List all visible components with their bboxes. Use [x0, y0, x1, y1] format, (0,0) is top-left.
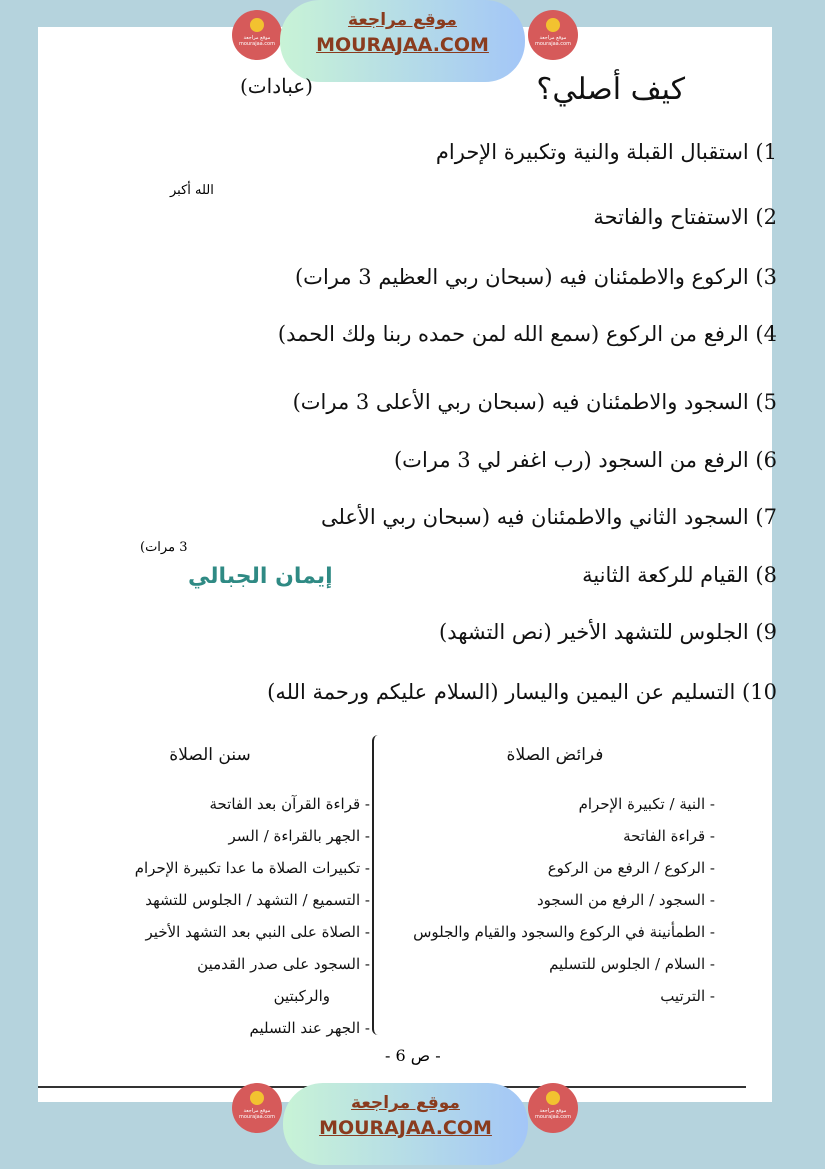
watermark-banner-bottom[interactable]: [283, 1083, 528, 1165]
step-2: 2) الاستفتاح والفاتحة: [593, 205, 777, 229]
page-subtitle: (عبادات): [240, 74, 313, 98]
list-item: - الطمأنينة في الركوع والسجود والقيام والجلوس: [413, 923, 715, 941]
sunan-heading: سنن الصلاة: [169, 745, 251, 765]
list-item: - السجود / الرفع من السجود: [536, 891, 715, 909]
step-7: 7) السجود الثاني والاطمئنان فيه (سبحان ربي الأعلى: [320, 505, 777, 529]
watermark-seal-right-bottom: [528, 1083, 578, 1133]
list-item: - قراءة القرآن بعد الفاتحة: [209, 795, 370, 813]
step-6: 6) الرفع من السجود (رب اغفر لي 3 مرات): [393, 448, 777, 472]
faraid-heading: فرائض الصلاة: [506, 745, 604, 765]
seal-text: mourajaa.com: [238, 41, 275, 47]
watermark-seal-left: [232, 10, 282, 60]
step-4: 4) الرفع من الركوع (سمع الله لمن حمده ربنا ولك الحمد): [277, 322, 777, 346]
watermark-seal-right: [528, 10, 578, 60]
list-item: - الجهر بالقراءة / السر: [228, 827, 370, 845]
seal-text: موقع مراجعة: [243, 35, 271, 41]
list-item: - تكبيرات الصلاة ما عدا تكبيرة الإحرام: [134, 859, 370, 877]
step-5: 5) السجود والاطمئنان فيه (سبحان ربي الأعلى 3 مرات): [292, 390, 777, 414]
logo-icon: [546, 18, 560, 32]
list-item: والركبتين: [273, 987, 330, 1005]
seal-text: موقع مراجعة: [539, 1108, 567, 1114]
column-divider: [372, 735, 384, 1035]
sunan-column: [50, 745, 370, 1051]
step-10: 10) التسليم عن اليمين واليسار (السلام عليكم ورحمة الله): [267, 680, 777, 704]
banner-latin: MOURAJAA.COM: [316, 34, 489, 56]
list-item: - الركوع / الرفع من الركوع: [547, 859, 715, 877]
step-1: 1) استقبال القبلة والنية وتكبيرة الإحرام: [435, 140, 777, 164]
author-name: إيمان الجبالي: [188, 564, 333, 589]
step-8: 8) القيام للركعة الثانية: [582, 563, 777, 587]
page-title: كيف أصلي؟: [536, 72, 685, 107]
list-item: - قراءة الفاتحة: [623, 827, 715, 845]
watermark-seal-left-bottom: [232, 1083, 282, 1133]
list-item: - التسميع / التشهد / الجلوس للتشهد: [145, 891, 370, 909]
seal-text: موقع مراجعة: [539, 35, 567, 41]
list-item: - النية / تكبيرة الإحرام: [578, 795, 715, 813]
seal-text: mourajaa.com: [238, 1114, 275, 1120]
step-3: 3) الركوع والاطمئنان فيه (سبحان ربي العظيم 3 مرات): [294, 265, 777, 289]
banner-arabic: موقع مراجعة: [348, 10, 457, 30]
banner-latin: MOURAJAA.COM: [319, 1117, 492, 1139]
list-item: - الجهر عند التسليم: [249, 1019, 370, 1037]
list-item: - الصلاة على النبي بعد التشهد الأخير: [145, 923, 370, 941]
seal-text: موقع مراجعة: [243, 1108, 271, 1114]
logo-icon: [250, 18, 264, 32]
logo-icon: [250, 1091, 264, 1105]
seal-text: mourajaa.com: [534, 1114, 571, 1120]
seal-text: mourajaa.com: [534, 41, 571, 47]
step-1-note: الله أكبر: [170, 183, 214, 198]
logo-icon: [546, 1091, 560, 1105]
step-7-note: 3 مرات): [140, 540, 188, 555]
list-item: - الترتيب: [660, 987, 715, 1005]
faraid-column: [395, 745, 715, 1019]
list-item: - السجود على صدر القدمين: [197, 955, 370, 973]
banner-arabic: موقع مراجعة: [351, 1093, 460, 1113]
watermark-banner-top[interactable]: [280, 0, 525, 82]
step-9: 9) الجلوس للتشهد الأخير (نص التشهد): [439, 620, 777, 644]
page-number: - ص 6 -: [385, 1046, 441, 1065]
list-item: - السلام / الجلوس للتسليم: [549, 955, 715, 973]
